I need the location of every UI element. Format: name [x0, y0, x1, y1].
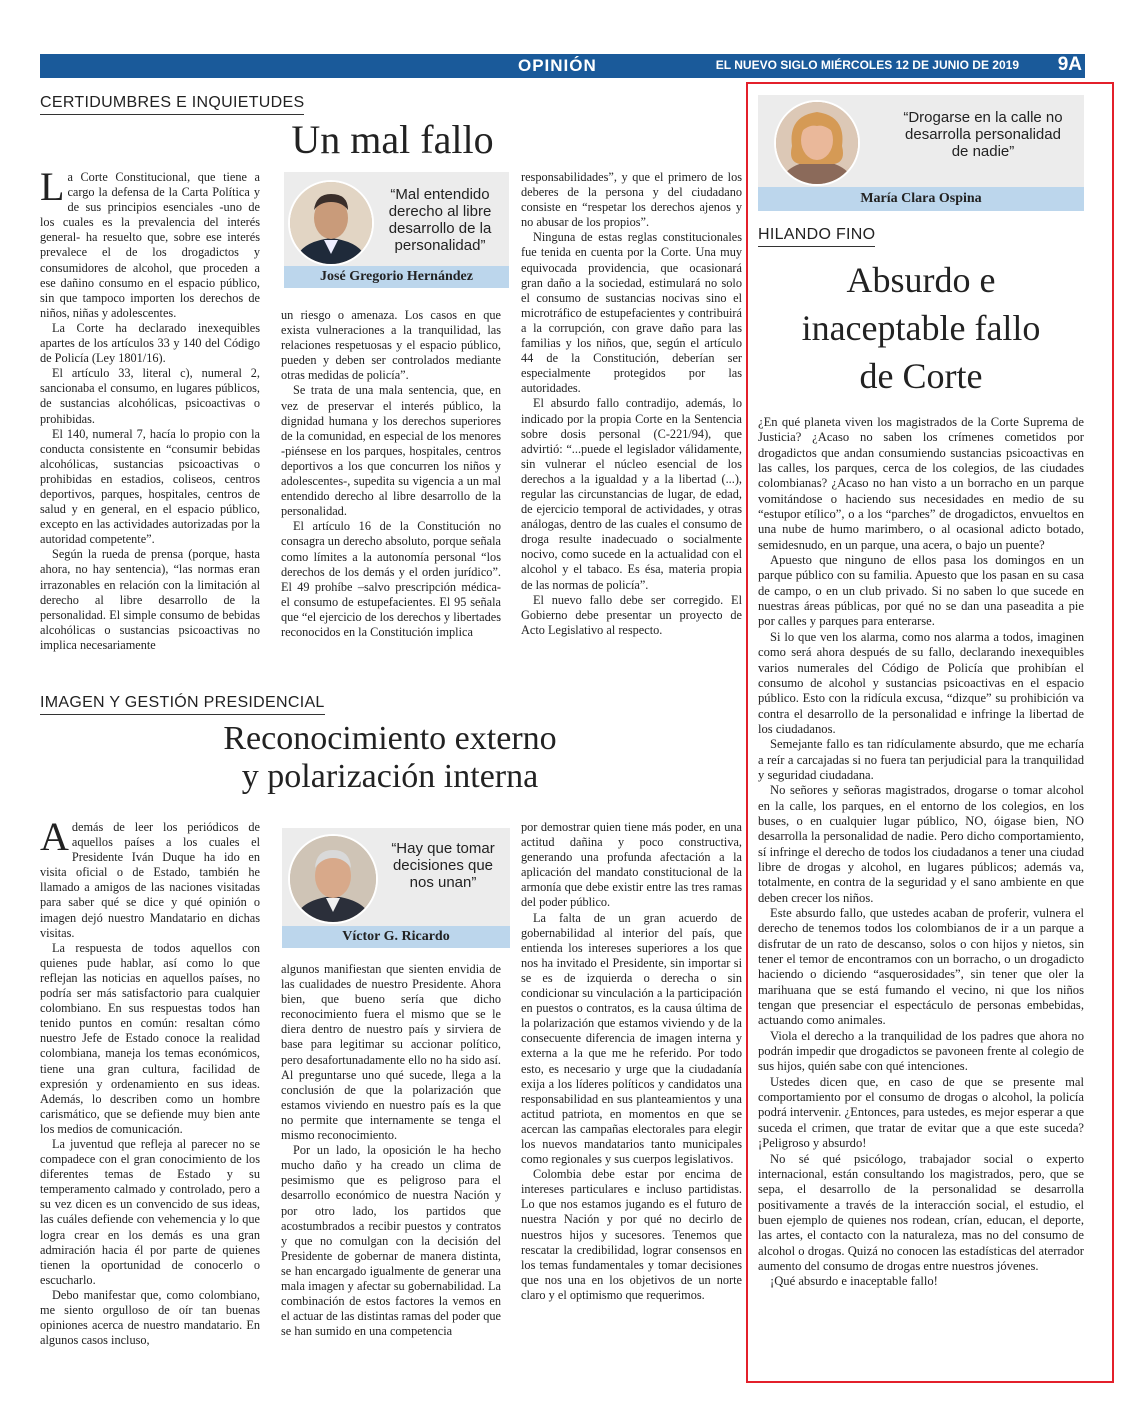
article3-paragraph: No sé qué psicólogo, trabajador social o experto internacional, están consultando los magistrados, pero, que se sepa, el desarrollo de la personalidad se desarrolla positivamente a través de la interacción social, el estudio, el buen ejemplo de quienes nos rodean, crían, educan, el deporte, las artes, el contacto con la naturaleza, mas no del consumo de alcohol o drogas. Quizá no conocen las estadísticas del aterrador aumento del consumo de drogas entre nuestros jóvenes.: [758, 1151, 1084, 1273]
article3-paragraph: Si lo que ven los alarma, como nos alarma a todos, imaginen como será ahora después de su fallo, declarando inexequibles varios numerales del Código de Policía que prohibían el consumo de alcohol y sustancias psicoactivas en el espacio público. Esto con la ridícula excusa, “dizque” su prohibición va contra el desarrollo de la personalidad e infringe la libertad de los ciudadanos.: [758, 629, 1084, 736]
article3-paragraph: Semejante fallo es tan ridículamente absurdo, que me echaría a reír a carcajadas si no fuera tan perjudicial para la tranquilidad y seguridad ciudadana.: [758, 737, 1084, 782]
article1-paragraph: La Corte ha declarado inexequibles apartes de los artículos 33 y 140 del Código de Policía (Ley 1801/16).: [40, 320, 260, 366]
article3-title-line: inaceptable fallo: [801, 308, 1041, 348]
article2-paragraph: algunos manifiestan que sienten envidia de las cualidades de nuestro Presidente. Ahora bien, que bueno sería que dicho reconocimiento fuera el mismo que se le diera dentro de nuestro país y sirviera de base para legitimar su accionar político, pero desafortunadamente ello no ha sido así. Al preguntarse uno qué sucede, llega a la conclusión de que la polarización que estamos viviendo en nuestro país es la que no permite que internamente se tenga el mismo reconocimiento.: [281, 962, 501, 1143]
drop-cap: L: [40, 164, 65, 209]
article2-paragraph: por demostrar quien tiene más poder, en una actitud dañina y poco constructiva, generando una profunda afectación a la aplicación del mandato constitucional de la armonía que debe existir entre las tres ramas del poder público.: [521, 820, 742, 910]
article2-column-2: [281, 962, 501, 1339]
article2-paragraph: La juventud que refleja al parecer no se compadece con el gran conocimiento de los diferentes temas de Estado y su temperamento calmado y controlado, pero a su vez dicen es un convencido de sus ideas, las cuáles defiende con vehemencia y lo que logra crear en los demás es una gran admiración hacia él por parte de quienes tienen la oportunidad de conocerlo o escucharlo.: [40, 1136, 260, 1287]
article3-title: [758, 256, 1084, 400]
article3-paragraph: Ustedes dicen que, en caso de que se presente mal comportamiento por el consumo de drogas o alcohol, la policía podrá intervenir. ¿Entonces, para ustedes, es mejor esperar a que suceda el crimen, que tratar de evitar que a que este suceda? ¡Peligroso y absurdo!: [758, 1074, 1084, 1151]
portrait-icon: [776, 102, 858, 184]
article1-column-3: [521, 170, 742, 638]
article3-title-line: Absurdo e: [846, 260, 996, 300]
drop-cap: A: [40, 814, 69, 859]
article1-paragraph: El artículo 16 de la Constitución no consagra un derecho absoluto, porque señala como límites a la autonomía personal “los derechos de los demás y el orden jurídico”. El 49 prohíbe –salvo prescripción médica- el consumo de estupefacientes. El 95 señala que “el ejercicio de los derechos y libertades reconocidos en la Constitución implica: [281, 519, 501, 639]
section-title: OPINIÓN: [518, 56, 597, 75]
article1-paragraph: El absurdo fallo contradijo, además, lo indicado por la propia Corte en la Sentencia sobre dosis personal (C-221/94), que advirtió: “...puede el legislador válidamente, sin vulnerar el núcleo esencial de los derechos a la igualdad y a la libertad (...), regular las circunstancias de lugar, de edad, de ejercicio temporal de actividades, y otras análogas, dentro de las cuales el consumo de droga resulte inadecuado o socialmente nocivo, como sucede en la actualidad con el alcohol y el tabaco. Es ésa, materia propia de las normas de policía”.: [521, 396, 742, 592]
portrait-icon: [290, 836, 376, 922]
article1-paragraph: El nuevo fallo debe ser corregido. El Gobierno debe presentar un proyecto de Acto Legislativo al respecto.: [521, 592, 742, 637]
page-number: 9A: [1057, 54, 1082, 75]
article1-paragraph: La Corte Constitucional, que tiene a cargo la defensa de la Carta Política y de sus principios esenciales -uno de los cuales es la prevalencia del interés general- ha resuelto que, sobre ese interés prevalece el de los drogadictos y consumidores de alcohol, que proceden a ese dañino consumo en el espacio público, sin que tampoco importen los derechos de niños, niñas y adolescentes.: [40, 164, 260, 320]
article1-paragraph: Ninguna de estas reglas constitucionales fue tenida en cuenta por la Corte. Una muy equivocada providencia, que ocasionará gran daño a la sociedad, estimulará no solo el consumo de sustancias nocivas sino el microtráfico de estupefacientes y contribuirá a la corrupción, con grave daño para las familias y los niños, que, según el artículo 44 de la Constitución, deberían ser especialmente protegidos por las autoridades.: [521, 230, 742, 396]
portrait-icon: [290, 182, 372, 264]
article2-paragraph: Además de leer los periódicos de aquellos países a los cuales el Presidente Iván Duque ha ido en visita oficial o de Estado, también he llamado a amigos de las naciones visitadas para saber qué se dice y qué opinión o imagen dejó nuestro Mandatario en dichas visitas.: [40, 814, 260, 940]
article2-paragraph: La respuesta de todos aquellos con quienes pude hablar, así como lo que reflejan las noticias en aquellos países, no podría ser más satisfactorio para cualquier colombiano. En sus respuestas todos han tenido puntos en común: resaltan cómo nuestro Jefe de Estado conoce la realidad colombiana, maneja los temas económicos, tiene una gran cultura, facilidad de expresión y ordenamiento en sus ideas. Además, lo describen como un hombre carismático, que se defiende muy bien ante los medios de comunicación.: [40, 940, 260, 1136]
article2-author: Víctor G. Ricardo: [282, 926, 510, 948]
article3-title-line: de Corte: [859, 356, 983, 396]
article3-paragraph: Apuesto que ninguno de ellos pasa los domingos en un parque público con su familia. Apuesto que los pasan en su casa de campo, o en un club privado. Si no saben lo que sucede en nuestras áreas públicas, por qué no se dan una paseadita a pie por calles y parques para enterarse.: [758, 553, 1084, 629]
article2-title-line: Reconocimiento externo: [223, 720, 557, 757]
article3-paragraph: ¡Qué absurdo e inaceptable fallo!: [770, 1274, 938, 1289]
author-photo-ricardo: [288, 834, 378, 924]
article2-column-1: [40, 814, 260, 1348]
author-photo-ospina: [774, 100, 860, 186]
newspaper-date: EL NUEVO SIGLO MIÉRCOLES 12 DE JUNIO DE 2019: [715, 58, 1019, 72]
section-header-bar: [40, 54, 1085, 78]
article2-column-3: [521, 820, 742, 1303]
author-photo-hernandez: [288, 180, 374, 266]
article3-paragraph: Viola el derecho a la tranquilidad de los padres que ahora no podrán impedir que drogadictos se pavoneen frente al colegio de sus hijos, quién sabe con qué intenciones.: [758, 1028, 1084, 1074]
article2-paragraph: Colombia debe estar por encima de intereses particulares e incluso partidistas. Lo que nos estamos jugando es el futuro de nuestra Nación y por qué no decirlo de nuestros hijos y sucesores. Tenemos que rescatar la credibilidad, lograr consensos en los temas fundamentales y tomar decisiones que nos una en los objetivos de un norte claro y el optimismo que requerimos.: [521, 1167, 742, 1302]
article2-kicker: IMAGEN Y GESTIÓN PRESIDENCIAL: [40, 694, 325, 715]
article2-quote: “Hay que tomar decisiones que nos unan”: [391, 840, 495, 891]
article2-title-line: y polarización interna: [241, 758, 539, 796]
article3-author: María Clara Ospina: [758, 187, 1084, 211]
article3-body: [758, 415, 1084, 1290]
article1-paragraph: El artículo 33, literal c), numeral 2, sancionaba el consumo, en lugares públicos, de sustancias alcohólicas, psicoactivas o prohibidas.: [40, 366, 260, 426]
article1-paragraph: responsabilidades”, y que el primero de los deberes de la persona y del ciudadano consiste en “respetar los derechos ajenos y no abusar de los propios”.: [521, 170, 742, 230]
article1-paragraph: El 140, numeral 7, hacía lo propio con la conducta consistente en “consumir bebidas alcohólicas, sustancias psicoactivas o prohibidas en estadios, coliseos, centros deportivos, parques, hospitales, centros de salud y en general, en el espacio público, excepto en las actividades autorizadas por la autoridad competente”.: [40, 426, 260, 547]
article2-paragraph: Por un lado, la oposición le ha hecho mucho daño y ha creado un clima de pesimismo que es peligroso para el desarrollo económico de nuestra Nación y por otro lado, los partidos que acostumbrados a recibir puestos y contratos y que no comulgan con la decisión del Presidente de gobernar de manera distinta, se han encargado igualmente de generar una mala imagen y afectar su gobernabilidad. La combinación de estos factores la vemos en el actuar de las distintas ramas del poder que se han sumido en una competencia: [281, 1143, 501, 1339]
article1-paragraph: un riesgo o amenaza. Los casos en que exista vulneraciones a la tranquilidad, las relaciones respetuosas y el espacio público, pueden y deben ser controlados mediante otras medidas de policía”.: [281, 308, 501, 383]
article3-paragraph: Este absurdo fallo, que ustedes acaban de proferir, vulnera el derecho de tenemos todos los colombianos de ir a un parque a disfrutar de un rato de descanso, solos o con hijos y nietos, sin tener el temor de encontramos con un borracho, o un drogadicto haciendo o diciendo “asquerosidades”, sin tener que oler la marihuana que se está fumando el vecino, ni que los niños tengan que presenciar el espectáculo de personas embebidas, actuando como animales.: [758, 906, 1084, 1028]
article1-column-2: [281, 308, 501, 640]
article2-paragraph: Debo manifestar que, como colombiano, me siento orgulloso de oír tan buenas opiniones acerca de nuestro mandatario. En algunos casos incluso,: [40, 1287, 260, 1348]
article1-kicker: CERTIDUMBRES E INQUIETUDES: [40, 94, 304, 115]
article1-column-1: [40, 164, 260, 653]
article1-author: José Gregorio Hernández: [284, 266, 509, 288]
article2-paragraph: La falta de un gran acuerdo de gobernabilidad al interior del país, que entienda los intereses superiores a los que nos ha invitado el Presidente, sin importar si se es de izquierda o derecha o sin condicionar su vinculación a la participación en puestos o contratos, es la causa última de la polarización que estamos viviendo y de la consecuente diferencia de imagen interna y externa a la que me he referido. Por todo esto, es necesario y urge que la ciudadanía exija a los líderes políticos y candidatos una responsabilidad en sus planteamientos y una actitud patriota, en momentos en que se acercan las campañas electorales para elegir los nuevos mandatarios tanto municipales como regionales y sus cuerpos legislativos.: [521, 910, 742, 1167]
article3-kicker: HILANDO FINO: [758, 226, 875, 247]
article1-quote: “Mal entendido derecho al libre desarrollo de la personalidad”: [388, 186, 492, 254]
article3-quote: “Drogarse en la calle no desarrolla personalidad de nadie”: [903, 109, 1063, 160]
article2-title: [120, 720, 660, 796]
article1-paragraph: Según la rueda de prensa (porque, hasta ahora, no hay sentencia), “las normas eran irrazonables en relación con la limitación al derecho al libre desarrollo de la personalidad. El simple consumo de bebidas alcohólicas o sustancias psicoactivas no implica necesariamente: [40, 547, 260, 652]
article1-paragraph: Se trata de una mala sentencia, que, en vez de preservar el interés público, la dignidad humana y los derechos superiores de la comunidad, en especial de los menores -piénsese en los parques, hospitales, centros deportivos a los que concurren los niños y adolescentes-, supedita su vigencia a un mal entendido derecho al libre desarrollo de la personalidad.: [281, 383, 501, 519]
article3-paragraph: No señores y señoras magistrados, drogarse o tomar alcohol en la calle, los parques, en el entorno de los colegios, en los buses, o en cualquier lugar público, NO, óigase bien, NO desarrolla la personalidad de nadie. Pero dicho comportamiento, sí infringe el derecho de todos los ciudadanos a tener una ciudad libre de drogas y alcohol, en lugares públicos; además va, totalmente, en contra de la seguridad y el sano ambiente en que deben crecer los niños.: [758, 783, 1084, 905]
article1-title: Un mal fallo: [291, 117, 494, 162]
article3-paragraph: ¿En qué planeta viven los magistrados de la Corte Suprema de Justicia? ¿Acaso no saben los crímenes cometidos por drogadictos que andan consumiendo sustancias psicoactivas en las calles, los parques, cerca de los colegios, de las ciudades colombianas? ¿Acaso no han visto a un borracho en un parque vomitándose o haciendo sus necesidades en medio de su “estupor etílico”, o a los “parches” de drogadictos, envueltos en una nube de humo marimbero, o al ocasional adicto botado, semidesnudo, en un parque, una acera, o bajo un puente?: [758, 415, 1084, 552]
